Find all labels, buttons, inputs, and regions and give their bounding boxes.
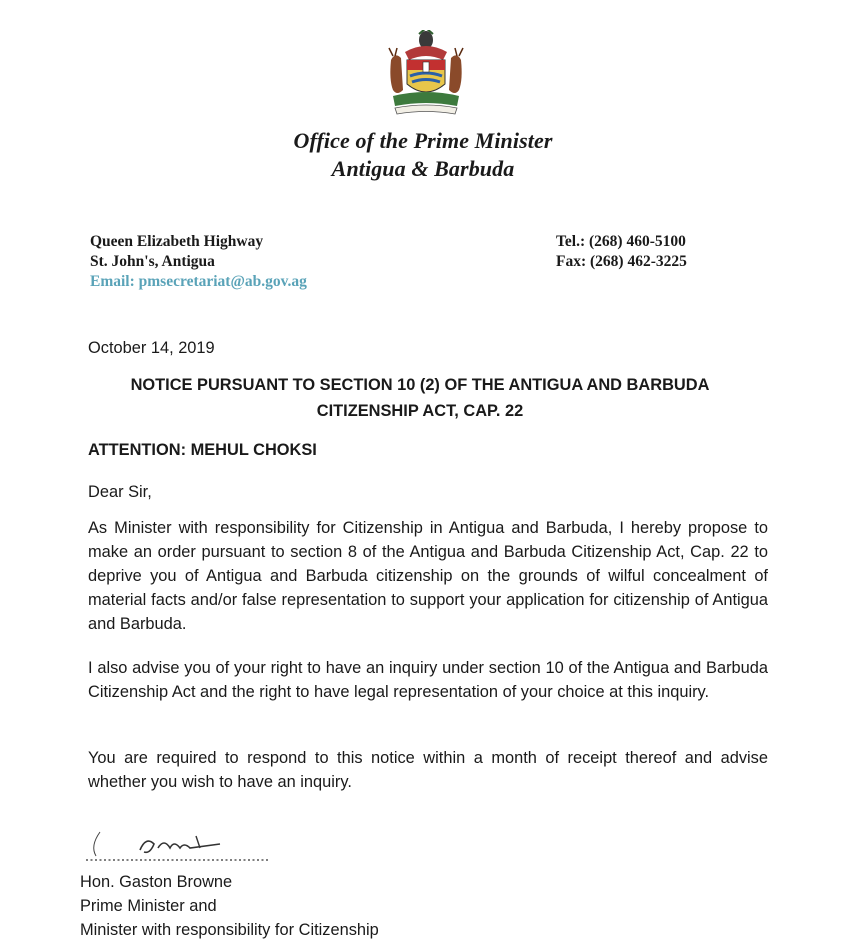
body-paragraph-2: I also advise you of your right to have an inquiry under section 10 of the Antigua and Barbuda Citizenship Act and the right to have legal representation of your choice at this inquiry. <box>88 659 768 701</box>
salutation: Dear Sir, <box>88 483 152 501</box>
notice-heading-line2: CITIZENSHIP ACT, CAP. 22 <box>316 402 524 420</box>
signatory-title-2: Minister with responsibility for Citizenship <box>80 921 379 939</box>
antigua-barbuda-coat-of-arms-icon <box>385 30 467 116</box>
body-paragraph-1: As Minister with responsibility for Citizenship in Antigua and Barbuda, I hereby propose to make an order pursuant to section 8 of the Antigua and Barbuda Citizenship Act, Cap. 22 to deprive you of Antigua and Barbuda citizenship on the grounds of wilful concealment of material facts and/or false representation to support your application for citizenship of Antigua and Barbuda. <box>88 519 768 633</box>
letter-date: October 14, 2019 <box>88 339 215 357</box>
notice-heading-line1: NOTICE PURSUANT TO SECTION 10 (2) OF THE ANTIGUA AND BARBUDA <box>130 376 710 394</box>
signatory-title: Prime Minister and <box>80 897 217 915</box>
address-street: Queen Elizabeth Highway <box>90 233 264 250</box>
country-title: Antigua & Barbuda <box>331 156 515 181</box>
telephone-number: Tel.: (268) 460-5100 <box>556 233 686 250</box>
postal-address <box>90 232 307 292</box>
fax-number: Fax: (268) 462-3225 <box>556 253 687 270</box>
address-city: St. John's, Antigua <box>90 253 215 270</box>
office-title: Office of the Prime Minister <box>293 128 553 153</box>
contact-numbers <box>556 232 687 272</box>
email-address: Email: pmsecretariat@ab.gov.ag <box>90 273 307 290</box>
notice-heading <box>100 372 740 424</box>
body-paragraph-3: You are required to respond to this notice within a month of receipt thereof and advise whether you wish to have an inquiry. <box>88 749 768 791</box>
signatory-name: Hon. Gaston Browne <box>80 873 233 891</box>
attention-line: ATTENTION: MEHUL CHOKSI <box>88 441 317 459</box>
handwritten-signature <box>80 826 270 866</box>
